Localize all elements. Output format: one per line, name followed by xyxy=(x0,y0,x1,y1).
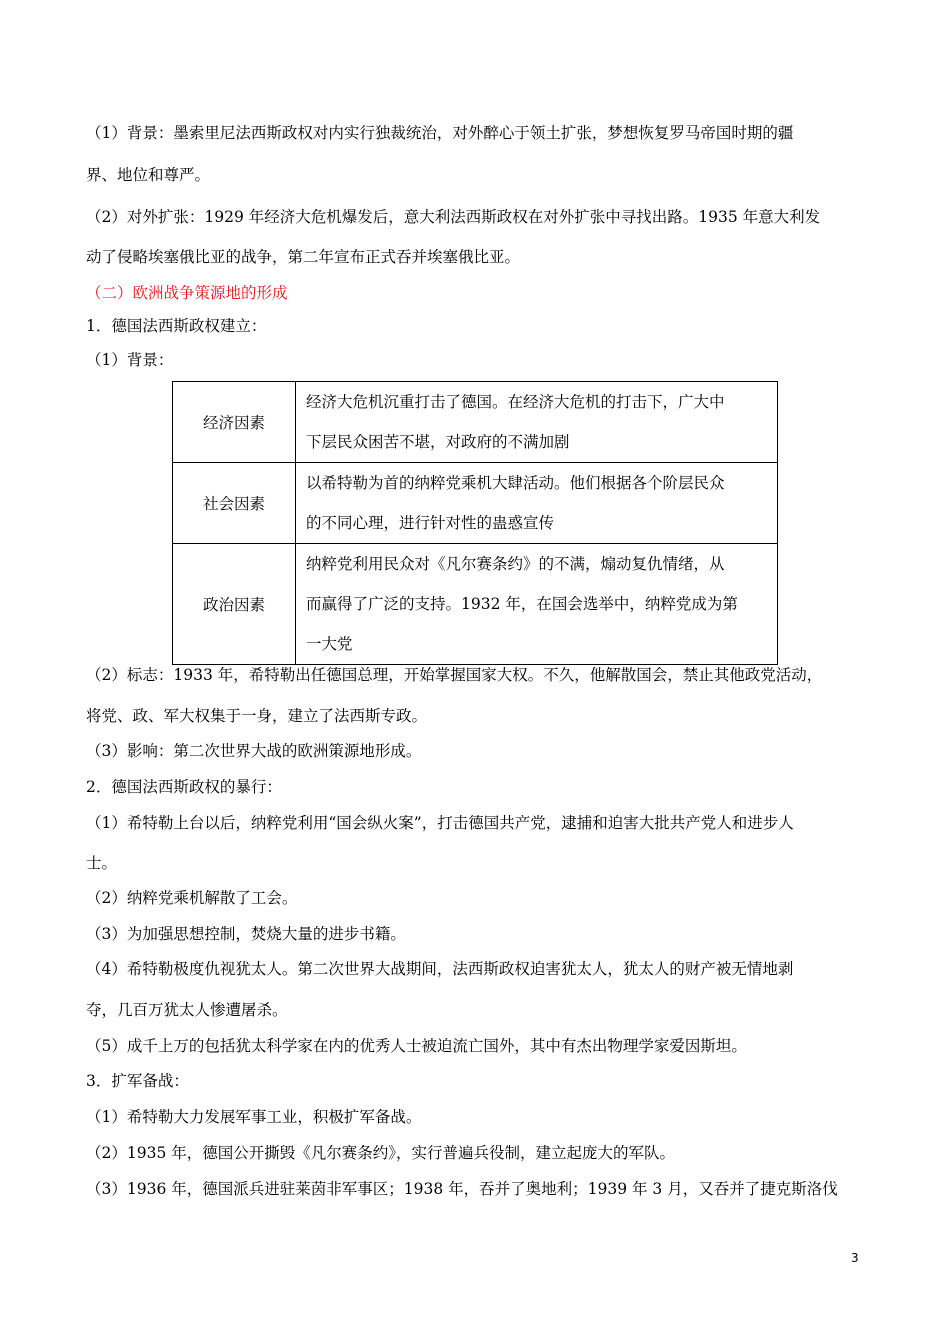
sign-line2: 将党、政、军大权集于一身，建立了法西斯专政。 xyxy=(86,707,428,725)
background-label: （1）背景： xyxy=(86,351,174,369)
factor-line: 一大党 xyxy=(306,635,353,653)
factor-description xyxy=(296,382,778,463)
italy-background-line1: （1）背景：墨索里尼法西斯政权对内实行独裁统治，对外醉心于领土扩张，梦想恢复罗马帝国时期的疆 xyxy=(86,124,794,142)
factor-name: 政治因素 xyxy=(173,544,296,665)
sign-line1: （2）标志：1933 年，希特勒出任德国总理，开始掌握国家大权。不久，他解散国会，禁止其他政党活动， xyxy=(86,666,823,684)
atrocity-item4-line1: （4）希特勒极度仇视犹太人。第二次世界大战期间，法西斯政权迫害犹太人，犹太人的财产被无情地剥 xyxy=(86,960,794,978)
atrocity-item4-line2: 夺，几百万犹太人惨遭屠杀。 xyxy=(86,1001,288,1019)
impact-line: （3）影响：第二次世界大战的欧洲策源地形成。 xyxy=(86,742,422,760)
factor-name: 社会因素 xyxy=(173,463,296,544)
table-row xyxy=(173,544,778,665)
germany-regime-heading: 1．德国法西斯政权建立： xyxy=(86,317,267,335)
table-row xyxy=(173,463,778,544)
armament-item2: （2）1935 年，德国公开撕毁《凡尔赛条约》，实行普遍兵役制，建立起庞大的军队。 xyxy=(86,1144,675,1162)
italy-background-line2: 界、地位和尊严。 xyxy=(86,166,211,184)
atrocity-item1-line1: （1）希特勒上台以后，纳粹党利用“国会纵火案”，打击德国共产党，逮捕和迫害大批共产党人和进步人 xyxy=(86,814,794,832)
factor-line: 的不同心理，进行针对性的蛊惑宣传 xyxy=(306,514,555,532)
atrocity-item2: （2）纳粹党乘机解散了工会。 xyxy=(86,889,298,907)
atrocity-item1-line2: 士。 xyxy=(86,854,118,872)
atrocity-item3: （3）为加强思想控制，焚烧大量的进步书籍。 xyxy=(86,925,406,943)
factor-line: 以希特勒为首的纳粹党乘机大肆活动。他们根据各个阶层民众 xyxy=(306,474,725,492)
armament-item1: （1）希特勒大力发展军事工业，积极扩军备战。 xyxy=(86,1108,422,1126)
factor-line: 纳粹党利用民众对《凡尔赛条约》的不满，煽动复仇情绪，从 xyxy=(306,555,725,573)
atrocity-item5: （5）成千上万的包括犹太科学家在内的优秀人士被迫流亡国外，其中有杰出物理学家爱因斯坦。 xyxy=(86,1037,747,1055)
factor-name: 经济因素 xyxy=(173,382,296,463)
factor-line: 经济大危机沉重打击了德国。在经济大危机的打击下，广大中 xyxy=(306,393,725,411)
armament-heading: 3．扩军备战： xyxy=(86,1072,189,1090)
table-row xyxy=(173,382,778,463)
page-number: 3 xyxy=(851,1251,859,1265)
italy-expansion-line1: （2）对外扩张：1929 年经济大危机爆发后，意大利法西斯政权在对外扩张中寻找出路。1935 年意大利发 xyxy=(86,208,821,226)
factor-line: 下层民众困苦不堪，对政府的不满加剧 xyxy=(306,433,570,451)
factor-description xyxy=(296,544,778,665)
background-factors-table xyxy=(172,381,778,665)
armament-item3: （3）1936 年，德国派兵进驻莱茵非军事区；1938 年，吞并了奥地利；1939 年 3 月，又吞并了捷克斯洛伐 xyxy=(86,1180,838,1198)
factor-description xyxy=(296,463,778,544)
section-heading: （二）欧洲战争策源地的形成 xyxy=(86,284,288,302)
atrocities-heading: 2．德国法西斯政权的暴行： xyxy=(86,778,282,796)
italy-expansion-line2: 动了侵略埃塞俄比亚的战争，第二年宣布正式吞并埃塞俄比亚。 xyxy=(86,248,521,266)
factor-line: 而赢得了广泛的支持。1932 年，在国会选举中，纳粹党成为第 xyxy=(306,595,738,613)
